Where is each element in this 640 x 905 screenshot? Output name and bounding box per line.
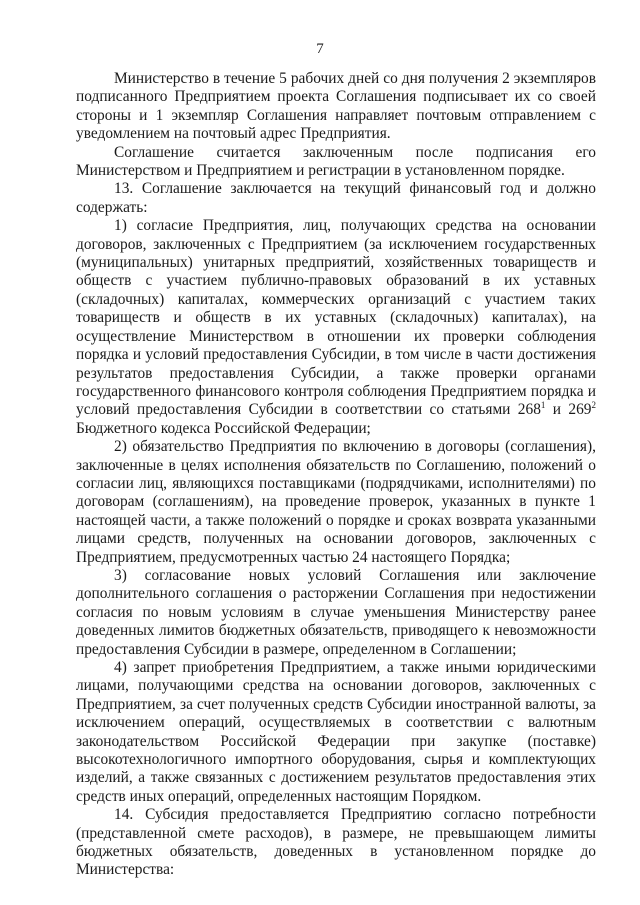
paragraph-signing-procedure: Министерство в течение 5 рабочих дней со дня получения 2 экземпляров подписанного Предприятием проекта Соглашения подписывает их со своей стороны и 1 экземпляр Соглашения направляет почтовым отправлением с уведомлением на почтовый адрес Предприятия. [76, 70, 596, 143]
paragraph-agreement-concluded: Соглашение считается заключенным после подписания его Министерством и Предприятием и регистрации в установленном порядке. [76, 143, 596, 180]
paragraph-item-13: 13. Соглашение заключается на текущий финансовый год и должно содержать: [76, 180, 596, 216]
article-268-superscript: 1 [540, 400, 546, 411]
page-number: 7 [316, 41, 324, 57]
paragraph-subitem-3: 3) согласование новых условий Соглашения или заключение дополнительного соглашения о расторжении Соглашения при недостижении согласия по новым условиям в случае уменьшения Министерству ранее доведенных лимитов бюджетных обязательств, приводящего к невозможности предоставления Субсидии в размере, определенном в Соглашении; [76, 566, 596, 658]
subitem-1-mid: и 269 [545, 401, 592, 419]
subitem-1-text: 1) согласие Предприятия, лиц, получающих средства на основании договоров, заключенных с Предприятием (за исключением государственных (муниципальных) унитарных предприятий, хозяйственных товариществ и обществ с участием публично-правовых образований в их уставных (складочных) капиталах, коммерческих организаций с участием таких товариществ и обществ в их уставных (складочных) капиталах), на осуществление Министерством в отношении их проверки соблюдения порядка и условий предоставления Субсидии, в том числе в части достижения результатов предоставления Субсидии, а также проверки органами государственного финансового контроля соблюдения Предприятием порядка и условий предоставления Субсидии в соответствии со статьями 268 [76, 217, 596, 419]
document-body [76, 70, 596, 880]
paragraph-subitem-1 [76, 217, 596, 438]
paragraph-item-14: 14. Субсидия предоставляется Предприятию согласно потребности (представленной смете расходов), в размере, не превышающем лимиты бюджетных обязательств, доведенных в установленном порядке до Министерства: [76, 806, 596, 879]
article-269-superscript: 2 [591, 400, 596, 411]
subitem-1-tail: Бюджетного кодекса Российской Федерации; [76, 419, 371, 437]
paragraph-subitem-2: 2) обязательство Предприятия по включению в договоры (соглашения), заключенные в целях исполнения обязательств по Соглашению, положений о согласии лиц, являющихся поставщиками (подрядчиками, исполнителями) по договорам (соглашениям), на проведение проверок, указанных в пункте 1 настоящей части, а также положений о порядке и сроках возврата указанными лицами средств, полученных на основании договоров, заключенных с Предприятием, предусмотренных частью 24 настоящего Порядка; [76, 438, 596, 566]
paragraph-subitem-4: 4) запрет приобретения Предприятием, а также иными юридическими лицами, получающими средства на основании договоров, заключенных с Предприятием, за счет полученных средств Субсидии иностранной валюты, за исключением операций, осуществляемых в соответствии с валютным законодательством Российской Федерации при закупке (поставке) высокотехнологичного импортного оборудования, сырья и комплектующих изделий, а также связанных с достижением результатов предоставления этих средств иных операций, определенных настоящим Порядком. [76, 659, 596, 805]
